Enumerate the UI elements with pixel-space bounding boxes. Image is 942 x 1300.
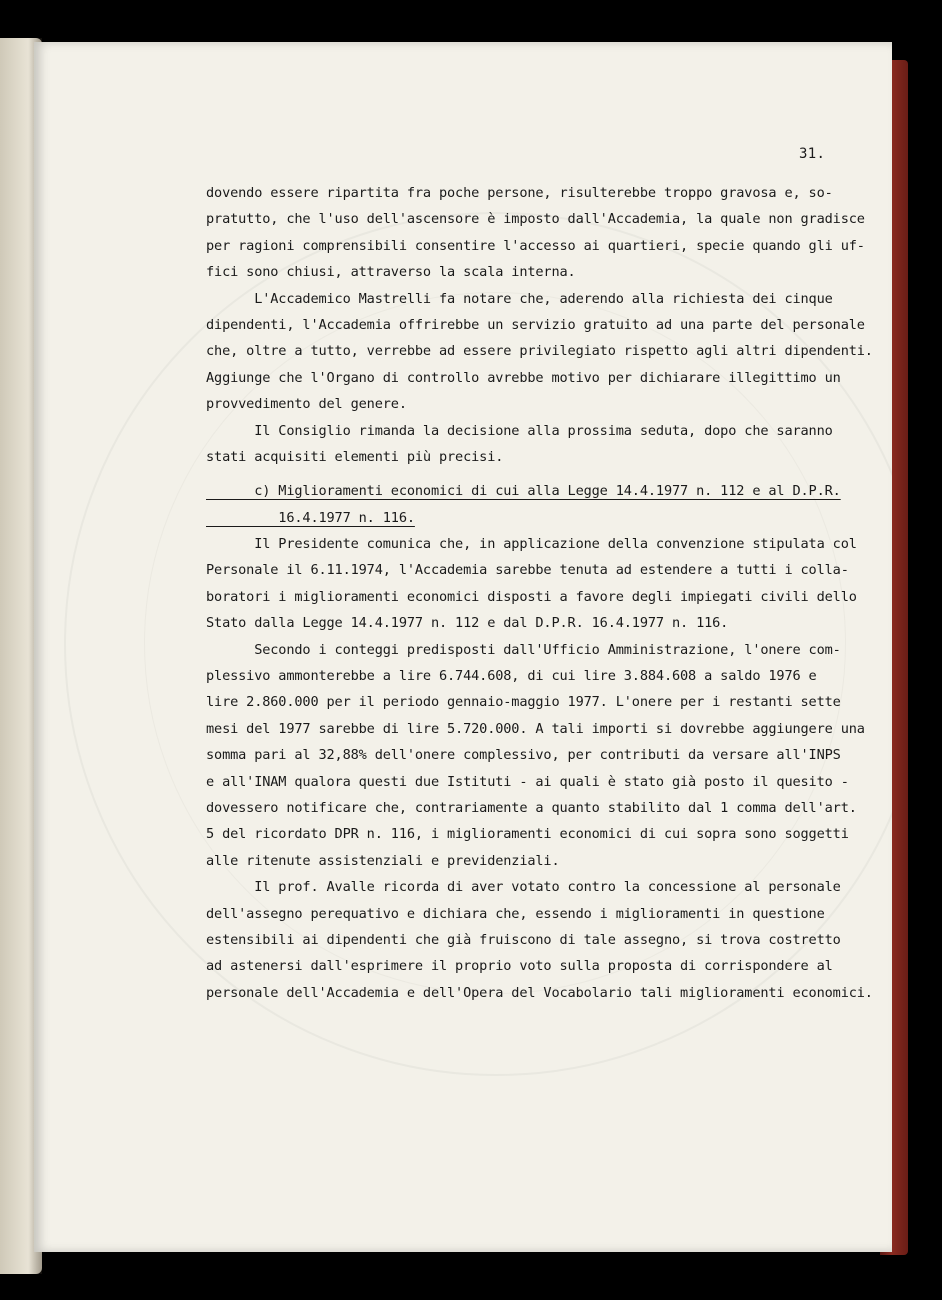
text-line: dipendenti, l'Accademia offrirebbe un servizio gratuito ad una parte del personale [206,316,865,333]
text-line: fici sono chiusi, attraverso la scala interna. [206,264,576,281]
paragraph [206,180,865,286]
paragraph [206,286,873,418]
text-line: per ragioni comprensibili consentire l'accesso ai quartieri, specie quando gli uf- [206,237,865,254]
text-line: pratutto, che l'uso dell'ascensore è imposto dall'Accademia, la quale non gradisce [206,211,865,228]
text-line: plessivo ammonterebbe a lire 6.744.608, di cui lire 3.884.608 a saldo 1976 e [206,668,817,685]
text-line: alle ritenute assistenziali e previdenziali. [206,852,560,869]
text-line: Il Consiglio rimanda la decisione alla prossima seduta, dopo che saranno [206,422,833,439]
text-line: che, oltre a tutto, verrebbe ad essere privilegiato rispetto agli altri dipendenti. [206,343,873,360]
text-line: provvedimento del genere. [206,396,407,413]
text-line: L'Accademico Mastrelli fa notare che, aderendo alla richiesta dei cinque [206,290,833,307]
text-line: e all'INAM qualora questi due Istituti - ai quali è stato già posto il quesito - [206,773,849,790]
text-line: Personale il 6.11.1974, l'Accademia sarebbe tenuta ad estendere a tutti i colla- [206,562,849,579]
paragraph [206,874,873,1006]
text-line: dovendo essere ripartita fra poche persone, risulterebbe troppo gravosa e, so- [206,185,833,201]
text-line: somma pari al 32,88% dell'onere complessivo, per contributi da versare all'INPS [206,747,841,764]
section-heading [206,478,841,531]
text-line: dell'assegno perequativo e dichiara che, essendo i miglioramenti in questione [206,905,825,922]
paragraph [206,531,857,637]
text-line: Il Presidente comunica che, in applicazione della convenzione stipulata col [206,536,857,553]
document-page [34,42,892,1252]
spacer [206,470,836,478]
text-line: Il prof. Avalle ricorda di aver votato contro la concessione al personale [206,879,841,896]
text-line: boratori i miglioramenti economici disposti a favore degli impiegati civili dello [206,588,857,605]
text-line: lire 2.860.000 per il periodo gennaio-maggio 1977. L'onere per i restanti sette [206,694,841,711]
text-line: 5 del ricordato DPR n. 116, i miglioramenti economici di cui sopra sono soggetti [206,826,849,843]
text-line: dovessero notificare che, contrariamente a quanto stabilito dal 1 comma dell'art. [206,799,857,816]
page-number: 31. [799,146,826,162]
text-line: ad astenersi dall'esprimere il proprio voto sulla proposta di corrispondere al [206,958,833,975]
paragraph [206,418,836,471]
typed-text-body [206,180,873,1006]
paragraph [206,637,865,875]
text-line: mesi del 1977 sarebbe di lire 5.720.000. A tali importi si dovrebbe aggiungere una [206,720,865,737]
text-line: personale dell'Accademia e dell'Opera del Vocabolario tali miglioramenti economici. [206,984,873,1001]
text-line: Aggiunge che l'Organo di controllo avrebbe motivo per dichiarare illegittimo un [206,369,841,386]
heading-line: 16.4.1977 n. 116. [206,509,415,526]
text-line: estensibili ai dipendenti che già fruiscono di tale assegno, si trova costretto [206,931,841,948]
text-line: Secondo i conteggi predisposti dall'Ufficio Amministrazione, l'onere com- [206,641,841,658]
text-line: Stato dalla Legge 14.4.1977 n. 112 e dal D.P.R. 16.4.1977 n. 116. [206,615,729,632]
heading-line: c) Miglioramenti economici di cui alla Legge 14.4.1977 n. 112 e al D.P.R. [206,483,841,500]
text-line: stati acquisiti elementi più precisi. [206,448,504,465]
